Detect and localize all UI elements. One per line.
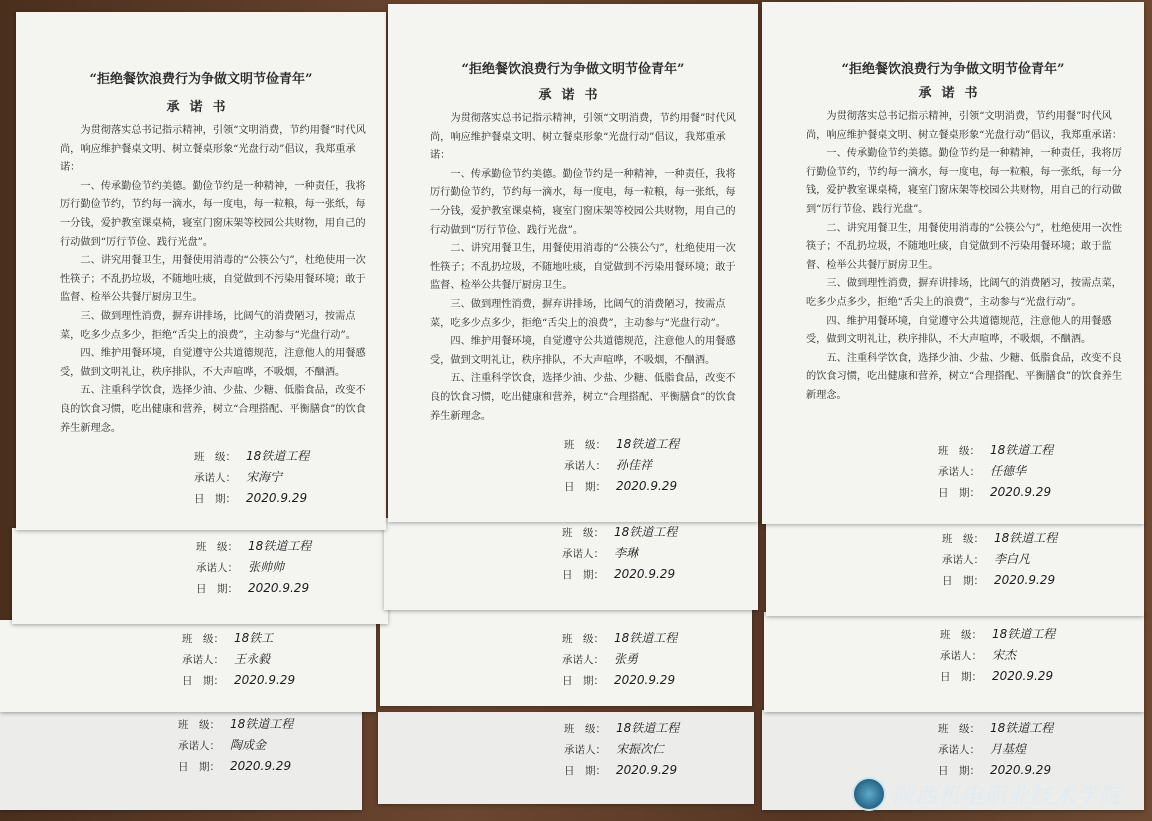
letter-paragraph: 一、传承勤俭节约美德。勤俭节约是一种精神，一种责任，我将厉行勤俭节约，节约每一滴水，每一度电，每一粒粮，每一张纸，每一分钱，爱护教室课桌椅，寝室门窗床架等校园公共财物，用自己的行动做到“厉行节俭、践行光盘”。 [60,180,366,248]
signature-block [196,536,311,599]
pledger-label: 承诺人： [562,654,604,666]
letter-paragraph: 一、传承勤俭节约美德。勤俭节约是一种精神，一种责任，我将厉行勤俭节约，节约每一滴水，每一度电，每一粒粮，每一张纸，每一分钱，爱护教室课桌椅，寝室门窗床架等校园公共财物，用自己的行动做到“厉行节俭、践行光盘”。 [430,168,736,236]
date-label: 日 期： [194,493,236,505]
date-label: 日 期： [178,761,220,773]
letter-paragraph: 二、讲究用餐卫生，用餐使用消毒的“公筷公勺”，杜绝使用一次性筷子；不乱扔垃圾，不随地吐痰，自觉做到不污染用餐环境；敢于监督、检举公共餐厅厨房卫生。 [806,222,1123,271]
signature-block [942,528,1057,591]
pledger-label: 承诺人： [938,744,980,756]
class-value: 18铁道工程 [614,631,678,645]
date-value: 2020.9.29 [990,485,1052,499]
pledge-strip-col1-row2 [12,528,388,624]
watermark-text: 陕西机电职业技术学院 [892,783,1123,809]
class-value: 18铁道工程 [994,531,1058,545]
date-label: 日 期： [938,765,980,777]
class-label: 班 级： [938,723,980,735]
class-value: 18铁道工程 [990,721,1054,735]
letter-subtitle: 承诺书 [918,86,988,101]
pledger-label: 承诺人： [564,744,606,756]
signature-block [562,628,677,691]
school-watermark [852,774,1148,814]
pledger-label: 承诺人： [562,548,604,560]
class-label: 班 级： [196,541,238,553]
pledger-signature: 王永毅 [234,652,271,666]
signature-block [562,522,677,585]
pledger-label: 承诺人： [182,654,224,666]
letter-paragraph: 二、讲究用餐卫生，用餐使用消毒的“公筷公勺”，杜绝使用一次性筷子；不乱扔垃圾，不随地吐痰，自觉做到不污染用餐环境；敢于监督、检举公共餐厅厨房卫生。 [430,243,736,292]
letter-paragraph: 五、注重科学饮食，选择少油、少盐、少糖、低脂食品，改变不良的饮食习惯，吃出健康和营养，树立“合理搭配、平衡膳食”的饮食养生新理念。 [60,385,366,434]
pledger-signature: 张勇 [614,652,639,666]
pledger-signature: 李琳 [614,546,639,560]
class-value: 18铁道工程 [992,627,1056,641]
pledge-letter-col2 [388,4,758,522]
class-label: 班 级： [564,439,606,451]
class-value: 18铁道工程 [616,437,680,451]
letter-paragraph: 五、注重科学饮食，选择少油、少盐、少糖、低脂食品，改变不良的饮食习惯，吃出健康和营养，树立“合理搭配、平衡膳食”的饮食养生新理念。 [430,373,736,422]
date-value: 2020.9.29 [614,673,676,687]
letter-paragraph: 三、做到理性消费，摒弃讲排场，比阔气的消费陋习，按需点菜，吃多少点多少，拒绝“舌尖上的浪费”，主动参与“光盘行动”。 [806,278,1122,308]
pledger-signature: 李白凡 [994,552,1031,566]
pledge-strip-col2-row4 [378,712,754,804]
date-label: 日 期： [940,671,982,683]
pledge-strip-col2-row3 [380,606,752,706]
letter-title: “拒绝餐饮浪费行为争做文明节俭青年” [89,72,313,87]
class-label: 班 级： [942,533,984,545]
class-value: 18铁道工程 [614,525,678,539]
letter-body [60,122,368,438]
class-value: 18铁道工程 [230,717,294,731]
date-value: 2020.9.29 [614,567,676,581]
date-value: 2020.9.29 [994,573,1056,587]
pledger-signature: 宋振次仁 [616,742,665,756]
signature-block [182,628,295,691]
class-label: 班 级： [562,527,604,539]
letter-subtitle: 承诺书 [166,100,236,115]
letter-paragraph: 四、维护用餐环境，自觉遵守公共道德规范，注意他人的用餐感受，做到文明礼让，秩序排队，不大声喧哗，不吸烟，不酗酒。 [60,348,366,378]
pledge-strip-col3-row3 [764,612,1144,712]
date-label: 日 期： [564,765,606,777]
pledger-signature: 任德华 [990,464,1027,478]
signature-block [940,624,1055,687]
date-label: 日 期： [564,481,606,493]
signature-block [194,446,309,509]
date-value: 2020.9.29 [990,763,1052,777]
pledger-label: 承诺人： [940,650,982,662]
class-label: 班 级： [564,723,606,735]
class-label: 班 级： [178,719,220,731]
date-value: 2020.9.29 [992,669,1054,683]
pledger-label: 承诺人： [194,472,236,484]
pledge-letter-col1 [16,12,386,530]
pledger-label: 承诺人： [938,466,980,478]
pledge-letter-col3 [762,2,1144,524]
class-value: 18铁道工程 [616,721,680,735]
pledge-strip-col1-row4 [0,708,362,810]
letter-paragraph: 为贯彻落实总书记指示精神，引领“文明消费，节约用餐”时代风尚，响应维护餐桌文明、树立餐桌形象“光盘行动”倡议，我郑重承诺： [806,111,1123,141]
class-label: 班 级： [562,633,604,645]
date-value: 2020.9.29 [616,479,678,493]
pledge-strip-col2-row2 [384,518,758,610]
date-value: 2020.9.29 [234,673,296,687]
signature-block [178,714,293,777]
signature-block [564,434,679,497]
date-label: 日 期： [562,675,604,687]
letter-paragraph: 五、注重科学饮食，选择少油、少盐、少糖、低脂食品，改变不良的饮食习惯，吃出健康和营养，树立“合理搭配、平衡膳食”的饮食养生新理念。 [806,352,1123,401]
letter-body [806,108,1124,406]
letter-paragraph: 三、做到理性消费，摒弃讲排场，比阔气的消费陋习，按需点菜，吃多少点多少，拒绝“舌尖上的浪费”，主动参与“光盘行动”。 [430,298,726,329]
date-label: 日 期： [182,675,224,687]
class-value: 18铁道工程 [248,539,312,553]
date-label: 日 期： [938,487,980,499]
letter-paragraph: 为贯彻落实总书记指示精神，引领“文明消费，节约用餐”时代风尚，响应维护餐桌文明、树立餐桌形象“光盘行动”倡议，我郑重承诺： [60,125,366,174]
pledger-label: 承诺人： [178,740,220,752]
class-value: 18铁工 [234,631,274,645]
date-label: 日 期： [942,575,984,587]
letter-paragraph: 一、传承勤俭节约美德。勤俭节约是一种精神，一种责任，我将厉行勤俭节约，节约每一滴水，每一度电，每一粒粮，每一张纸，每一分钱，爱护教室课桌椅，寝室门窗床架等校园公共财物，用自己的行动做到“厉行节俭、践行光盘”。 [806,148,1122,215]
class-label: 班 级： [182,633,224,645]
letter-title: “拒绝餐饮浪费行为争做文明节俭青年” [841,62,1065,77]
letter-paragraph: 为贯彻落实总书记指示精神，引领“文明消费，节约用餐”时代风尚，响应维护餐桌文明、树立餐桌形象“光盘行动”倡议，我郑重承诺： [430,113,736,162]
signature-block [938,718,1053,781]
class-value: 18铁道工程 [990,443,1054,457]
letter-subtitle: 承诺书 [538,88,608,103]
pledger-signature: 月基煌 [990,742,1027,756]
class-label: 班 级： [940,629,982,641]
pledger-signature: 宋杰 [992,648,1017,662]
date-value: 2020.9.29 [246,491,308,505]
pledger-signature: 张帅帅 [248,560,285,574]
letter-paragraph: 四、维护用餐环境，自觉遵守公共道德规范，注意他人的用餐感受，做到文明礼让，秩序排队，不大声喧哗，不吸烟，不酗酒。 [806,315,1112,346]
class-label: 班 级： [194,451,236,463]
pledger-signature: 孙佳祥 [616,458,653,472]
signature-block [938,440,1053,503]
signature-block [564,718,679,781]
letter-title: “拒绝餐饮浪费行为争做文明节俭青年” [461,62,685,77]
date-value: 2020.9.29 [230,759,292,773]
pledger-signature: 陶成金 [230,738,267,752]
pledger-signature: 宋海宁 [246,470,283,484]
letter-paragraph: 二、讲究用餐卫生，用餐使用消毒的“公筷公勺”，杜绝使用一次性筷子；不乱扔垃圾，不随地吐痰，自觉做到不污染用餐环境；敢于监督、检举公共餐厅厨房卫生。 [60,255,366,304]
date-value: 2020.9.29 [616,763,678,777]
letter-body [430,110,742,426]
date-value: 2020.9.29 [248,581,310,595]
letter-paragraph: 三、做到理性消费，摒弃讲排场，比阔气的消费陋习，按需点菜，吃多少点多少，拒绝“舌尖上的浪费”，主动参与“光盘行动”。 [60,310,356,341]
date-label: 日 期： [196,583,238,595]
class-label: 班 级： [938,445,980,457]
pledge-strip-col3-row2 [766,520,1144,616]
pledger-label: 承诺人： [196,562,238,574]
letter-paragraph: 四、维护用餐环境，自觉遵守公共道德规范，注意他人的用餐感受，做到文明礼让，秩序排队，不大声喧哗，不吸烟，不酗酒。 [430,336,736,366]
date-label: 日 期： [562,569,604,581]
school-emblem-icon [852,777,886,811]
pledger-label: 承诺人： [942,554,984,566]
class-value: 18铁道工程 [246,449,310,463]
pledger-label: 承诺人： [564,460,606,472]
pledge-strip-col1-row3 [0,620,376,712]
